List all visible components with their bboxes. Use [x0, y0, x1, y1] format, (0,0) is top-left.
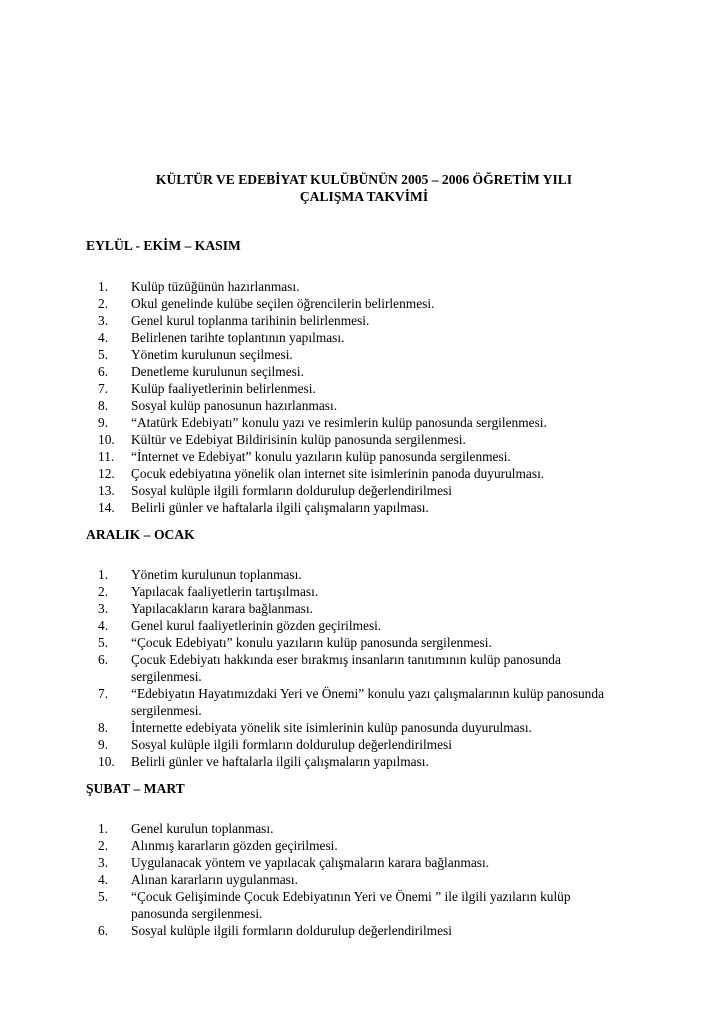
item-text: Okul genelinde kulübe seçilen öğrencilerin belirlenmesi.	[131, 296, 435, 311]
list-item	[0, 753, 631, 770]
item-number: 9.	[98, 737, 109, 752]
item-text: Çocuk edebiyatına yönelik olan internet site isimlerinin panoda duyurulması.	[131, 466, 545, 481]
item-text: Çocuk Edebiyatı hakkında eser bırakmış insanların tanıtımının kulüp panosunda sergilenmesi.	[131, 652, 561, 684]
item-number: 4.	[98, 872, 109, 887]
item-text: Kulüp tüzüğünün hazırlanması.	[131, 279, 300, 294]
item-number: 14.	[98, 500, 115, 515]
item-text: Uygulanacak yöntem ve yapılacak çalışmaların karara bağlanması.	[131, 855, 490, 870]
list-item	[0, 922, 631, 939]
section-heading-aralik-ocak: ARALIK – OCAK	[86, 527, 195, 542]
item-number: 3.	[98, 313, 109, 328]
list-item	[0, 431, 631, 448]
item-number: 1.	[98, 821, 109, 836]
item-text: “Çocuk Edebiyatı” konulu yazıların kulüp panosunda sergilenmesi.	[131, 635, 492, 650]
item-number: 5.	[98, 889, 109, 904]
list-item	[0, 482, 631, 499]
list-item	[0, 583, 631, 600]
item-text: Sosyal kulüple ilgili formların doldurulup değerlendirilmesi	[131, 923, 452, 938]
document-title	[0, 171, 728, 205]
list-item	[0, 380, 631, 397]
item-number: 3.	[98, 855, 109, 870]
list-item	[0, 854, 631, 871]
item-text: Yönetim kurulunun toplanması.	[131, 567, 302, 582]
list-item	[0, 871, 631, 888]
item-text: Alınmış kararların gözden geçirilmesi.	[131, 838, 338, 853]
item-number: 10.	[98, 754, 115, 769]
item-text: Belirli günler ve haftalarla ilgili çalışmaların yapılması.	[131, 754, 429, 769]
item-number: 5.	[98, 635, 109, 650]
item-text: Alınan kararların uygulanması.	[131, 872, 298, 887]
item-number: 7.	[98, 686, 109, 701]
list-item	[0, 499, 631, 516]
title-line-2: ÇALIŞMA TAKVİMİ	[299, 189, 429, 204]
list-item	[0, 465, 631, 482]
item-number: 13.	[98, 483, 115, 498]
item-text: Genel kurul faaliyetlerinin gözden geçirilmesi.	[131, 618, 382, 633]
list-item	[0, 888, 631, 922]
list-item	[0, 363, 631, 380]
item-text: Sosyal kulüple ilgili formların doldurulup değerlendirilmesi	[131, 483, 452, 498]
list-item	[0, 736, 631, 753]
item-number: 2.	[98, 296, 109, 311]
list-item	[0, 414, 631, 431]
list-item	[0, 600, 631, 617]
item-number: 10.	[98, 432, 115, 447]
section-heading-eylul-ekim-kasim: EYLÜL - EKİM – KASIM	[86, 238, 241, 253]
list-item	[0, 397, 631, 414]
item-text: Belirlenen tarihte toplantının yapılması.	[131, 330, 345, 345]
item-text: Sosyal kulüple ilgili formların doldurulup değerlendirilmesi	[131, 737, 452, 752]
item-number: 2.	[98, 584, 109, 599]
list-item	[0, 295, 631, 312]
item-text: Belirli günler ve haftalarla ilgili çalışmaların yapılması.	[131, 500, 429, 515]
item-text: Yapılacakların karara bağlanması.	[131, 601, 313, 616]
item-number: 9.	[98, 415, 109, 430]
title-line-1: KÜLTÜR VE EDEBİYAT KULÜBÜNÜN 2005 – 2006 ÖĞRETİM YILI	[155, 172, 573, 187]
item-number: 11.	[98, 449, 115, 464]
list-item	[0, 651, 631, 685]
item-text: “Atatürk Edebiyatı” konulu yazı ve resimlerin kulüp panosunda sergilenmesi.	[131, 415, 547, 430]
section-list-aralik-ocak	[0, 566, 728, 770]
item-number: 1.	[98, 279, 109, 294]
item-number: 5.	[98, 347, 109, 362]
list-item	[0, 685, 631, 719]
item-text: Kulüp faaliyetlerinin belirlenmesi.	[131, 381, 316, 396]
list-item	[0, 346, 631, 363]
item-text: İnternette edebiyata yönelik site isimlerinin kulüp panosunda duyurulması.	[131, 720, 532, 735]
list-item	[0, 566, 631, 583]
section-list-eylul-ekim-kasim	[0, 278, 728, 516]
list-item	[0, 634, 631, 651]
section-list-subat-mart	[0, 820, 728, 939]
item-number: 6.	[98, 652, 109, 667]
item-number: 7.	[98, 381, 109, 396]
list-item	[0, 617, 631, 634]
list-item	[0, 719, 631, 736]
item-text: “Edebiyatın Hayatımızdaki Yeri ve Önemi” konulu yazı çalışmalarının kulüp panosunda sergilenmesi.	[131, 686, 605, 718]
item-number: 6.	[98, 923, 109, 938]
list-item	[0, 329, 631, 346]
item-number: 2.	[98, 838, 109, 853]
item-text: Denetleme kurulunun seçilmesi.	[131, 364, 304, 379]
item-number: 12.	[98, 466, 115, 481]
item-text: “Çocuk Gelişiminde Çocuk Edebiyatının Yeri ve Önemi ” ile ilgili yazıların kulüp panosunda sergilenmesi.	[131, 889, 571, 921]
item-text: “İnternet ve Edebiyat” konulu yazıların kulüp panosunda sergilenmesi.	[131, 449, 511, 464]
item-text: Yapılacak faaliyetlerin tartışılması.	[131, 584, 319, 599]
list-item	[0, 278, 631, 295]
item-text: Genel kurul toplanma tarihinin belirlenmesi.	[131, 313, 370, 328]
item-text: Yönetim kurulunun seçilmesi.	[131, 347, 293, 362]
item-number: 8.	[98, 720, 109, 735]
section-heading-subat-mart: ŞUBAT – MART	[86, 781, 185, 796]
list-item	[0, 448, 631, 465]
item-text: Kültür ve Edebiyat Bildirisinin kulüp panosunda sergilenmesi.	[131, 432, 466, 447]
item-number: 6.	[98, 364, 109, 379]
item-number: 4.	[98, 330, 109, 345]
list-item	[0, 312, 631, 329]
list-item	[0, 820, 631, 837]
item-number: 8.	[98, 398, 109, 413]
item-number: 1.	[98, 567, 109, 582]
item-text: Sosyal kulüp panosunun hazırlanması.	[131, 398, 338, 413]
item-number: 3.	[98, 601, 109, 616]
item-number: 4.	[98, 618, 109, 633]
list-item	[0, 837, 631, 854]
item-text: Genel kurulun toplanması.	[131, 821, 274, 836]
